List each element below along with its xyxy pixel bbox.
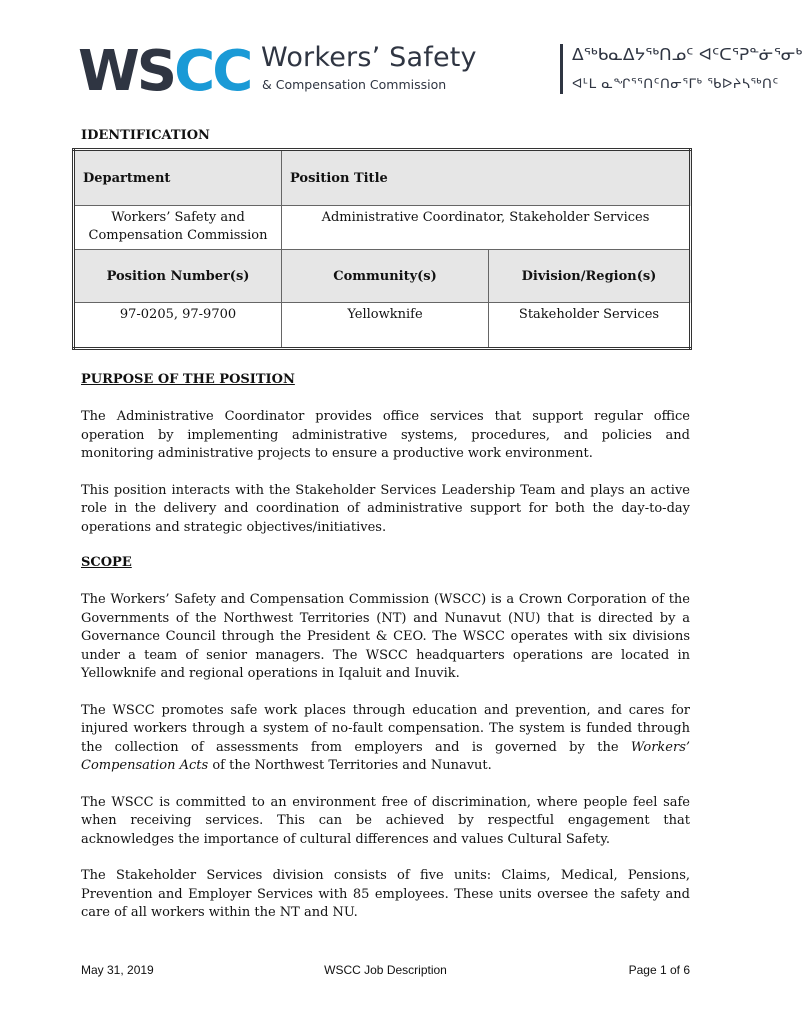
- purpose-paragraph-2: This position interacts with the Stakeholder Services Leadership Team and plays an active role in the delivery and coordination of administrative support for both the day-to-day operations and strategic objectives/initiatives.: [81, 482, 690, 535]
- wscc-logo: [78, 39, 251, 104]
- table-row: [74, 250, 691, 303]
- position-title-value: Administrative Coordinator, Stakeholder Services: [282, 206, 691, 250]
- identification-heading: IDENTIFICATION: [81, 128, 210, 143]
- document-body: [81, 128, 690, 923]
- org-name-inuktitut: ᐃᖅᑲᓇᐃᔭᖅᑎᓄᑦ ᐊᑦᑕᕐᕈᓐᓃᕐᓂᒃ: [572, 45, 802, 65]
- community-label: Community(s): [282, 250, 489, 303]
- table-row: [74, 303, 691, 349]
- table-row: [74, 206, 691, 250]
- org-name-inuktitut-subtitle: ᐊᒻᒪ ᓇᖏᕐᕐᑎᑦᑎᓂᕐᒥᒃ ᖃᐅᔨᓴᖅᑎᑦ: [572, 76, 779, 92]
- scope-paragraph-3: The WSCC is committed to an environment free of discrimination, where people feel safe when receiving services. This can be achieved by respectful engagement that acknowledges the importance of cultural differences and values Cultural Safety.: [81, 794, 690, 847]
- identification-table: [72, 148, 692, 350]
- org-name-english: Workers’ Safety: [261, 42, 477, 73]
- community-value: Yellowknife: [282, 303, 489, 349]
- footer-doc-title: WSCC Job Description: [324, 963, 447, 977]
- letterhead: [78, 38, 802, 104]
- act-title: Workers’ Compensation Acts: [81, 739, 690, 773]
- scope-heading: SCOPE: [81, 555, 132, 570]
- division-value: Stakeholder Services: [489, 303, 691, 349]
- svg-text:WSCC: WSCC: [78, 39, 251, 104]
- page-footer: [81, 963, 690, 979]
- org-name-english-subtitle: & Compensation Commission: [262, 77, 447, 92]
- position-numbers-label: Position Number(s): [74, 250, 282, 303]
- scope-paragraph-2: The WSCC promotes safe work places through education and prevention, and cares for injured workers through a system of no-fault compensation. The system is funded through the collection of assessments from employers and is governed by the Workers’ Compensation Acts of the Northwest Territories and Nunavut.: [81, 702, 690, 773]
- department-label: Department: [74, 150, 282, 206]
- scope-paragraph-1: The Workers’ Safety and Compensation Commission (WSCC) is a Crown Corporation of the Governments of the Northwest Territories (NT) and Nunavut (NU) that is directed by a Governance Council through the President & CEO. The WSCC operates with six divisions under a team of senior managers. The WSCC headquarters operations are located in Yellowknife and regional operations in Iqaluit and Inuvik.: [81, 592, 690, 681]
- table-row: [74, 150, 691, 206]
- position-title-label: Position Title: [282, 150, 691, 206]
- purpose-heading: PURPOSE OF THE POSITION: [81, 372, 295, 387]
- division-label: Division/Region(s): [489, 250, 691, 303]
- logo-divider: [560, 44, 563, 94]
- position-numbers-value: 97-0205, 97-9700: [74, 303, 282, 349]
- footer-page-number: Page 1 of 6: [628, 963, 690, 977]
- scope-paragraph-4: The Stakeholder Services division consists of five units: Claims, Medical, Pensions, Prevention and Employer Services with 85 employees. These units oversee the safety and care of all workers within the NT and NU.: [81, 868, 690, 920]
- purpose-paragraph-1: The Administrative Coordinator provides office services that support regular office operation by implementing administrative systems, procedures, and policies and monitoring administrative projects to ensure a productive work environment.: [81, 409, 690, 461]
- department-value: Workers’ Safety and Compensation Commission: [74, 206, 282, 250]
- footer-date: May 31, 2019: [81, 963, 154, 977]
